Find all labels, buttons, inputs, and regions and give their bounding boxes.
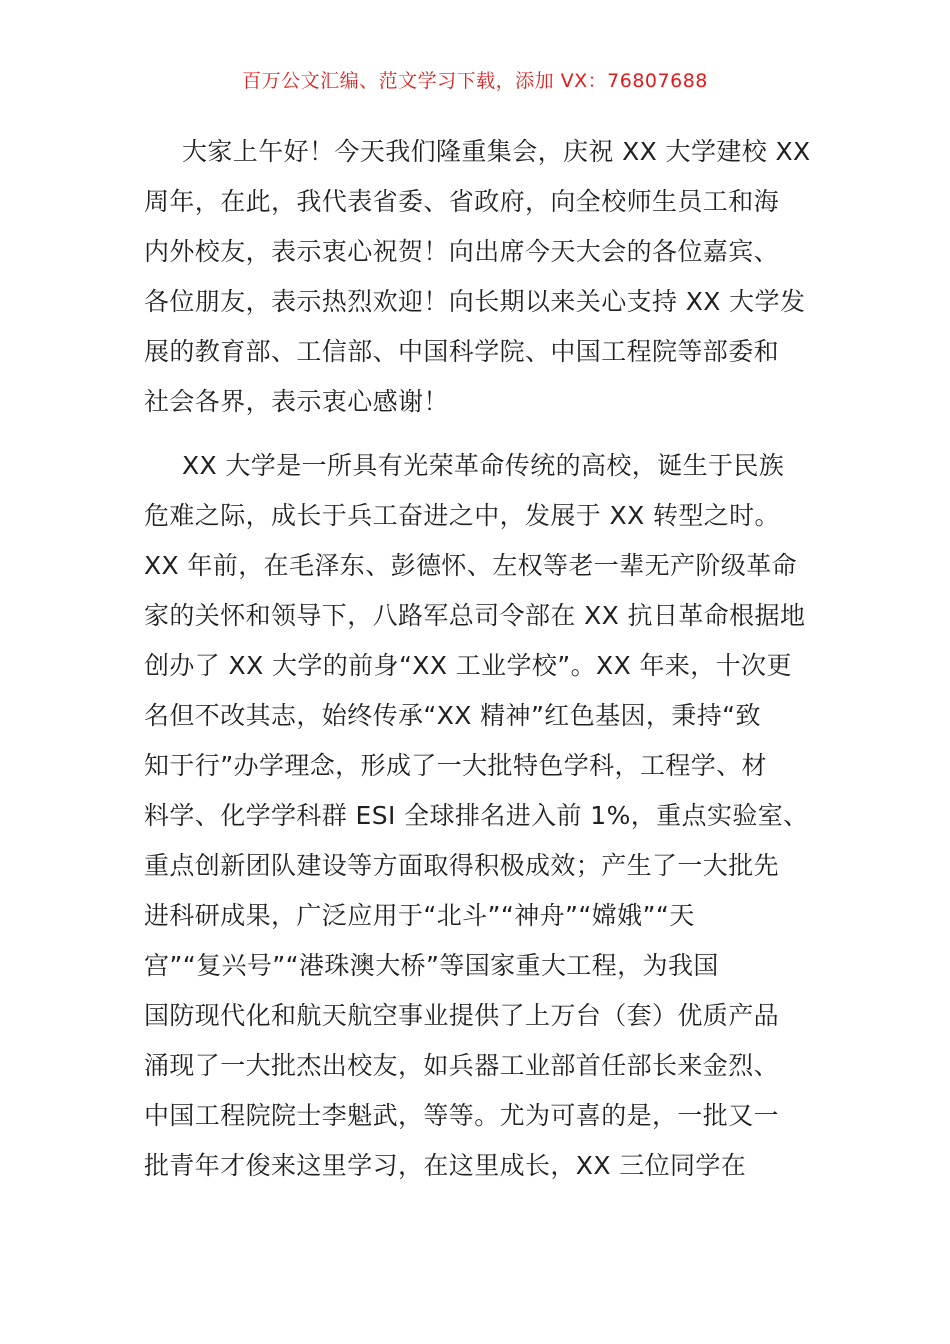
text-line: 进科研成果，广泛应用于“北斗”“神舟”“嫦娥”“天: [144, 901, 695, 930]
text-line: 内外校友，表示衷心祝贺！向出席今天大会的各位嘉宾、: [144, 237, 780, 266]
text-line: 社会各界，表示衷心感谢！: [144, 387, 449, 416]
text-line: 展的教育部、工信部、中国科学院、中国工程院等部委和: [144, 337, 780, 366]
document-body: [144, 127, 816, 1205]
text-line: 重点创新团队建设等方面取得积极成效；产生了一大批先: [144, 851, 780, 880]
paragraph-2: [144, 441, 816, 1191]
text-line: 料学、化学学科群 ESI 全球排名进入前 1%，重点实验室、: [144, 801, 809, 830]
text-line: 国防现代化和航天航空事业提供了上万台（套）优质产品: [144, 1001, 780, 1030]
paragraph-1: [144, 127, 816, 427]
text-line: 创办了 XX 大学的前身“XX 工业学校”。XX 年来，十次更: [144, 651, 792, 680]
text-line: 危难之际，成长于兵工奋进之中，发展于 XX 转型之时。: [144, 501, 780, 530]
text-line: 名但不改其志，始终传承“XX 精神”红色基因，秉持“致: [144, 701, 761, 730]
text-line: 大家上午好！今天我们隆重集会，庆祝 XX 大学建校 XX: [182, 137, 811, 166]
text-line: 知于行”办学理念，形成了一大批特色学科，工程学、材: [144, 751, 767, 780]
text-line: XX 年前，在毛泽东、彭德怀、左权等老一辈无产阶级革命: [144, 551, 798, 580]
text-line: 批青年才俊来这里学习，在这里成长，XX 三位同学在: [144, 1151, 747, 1180]
text-line: 各位朋友，表示热烈欢迎！向长期以来关心支持 XX 大学发: [144, 287, 806, 316]
text-line: 周年，在此，我代表省委、省政府，向全校师生员工和海: [144, 187, 780, 216]
text-line: XX 大学是一所具有光荣革命传统的高校，诞生于民族: [182, 451, 785, 480]
text-line: 涌现了一大批杰出校友，如兵器工业部首任部长来金烈、: [144, 1051, 780, 1080]
text-line: 家的关怀和领导下，八路军总司令部在 XX 抗日革命根据地: [144, 601, 806, 630]
header-note: 百万公文汇编、范文学习下载，添加 VX：76807688: [242, 70, 708, 92]
text-line: 中国工程院院士李魁武，等等。尤为可喜的是，一批又一: [144, 1101, 780, 1130]
text-line: 宫”“复兴号”“港珠澳大桥”等国家重大工程，为我国: [144, 951, 719, 980]
